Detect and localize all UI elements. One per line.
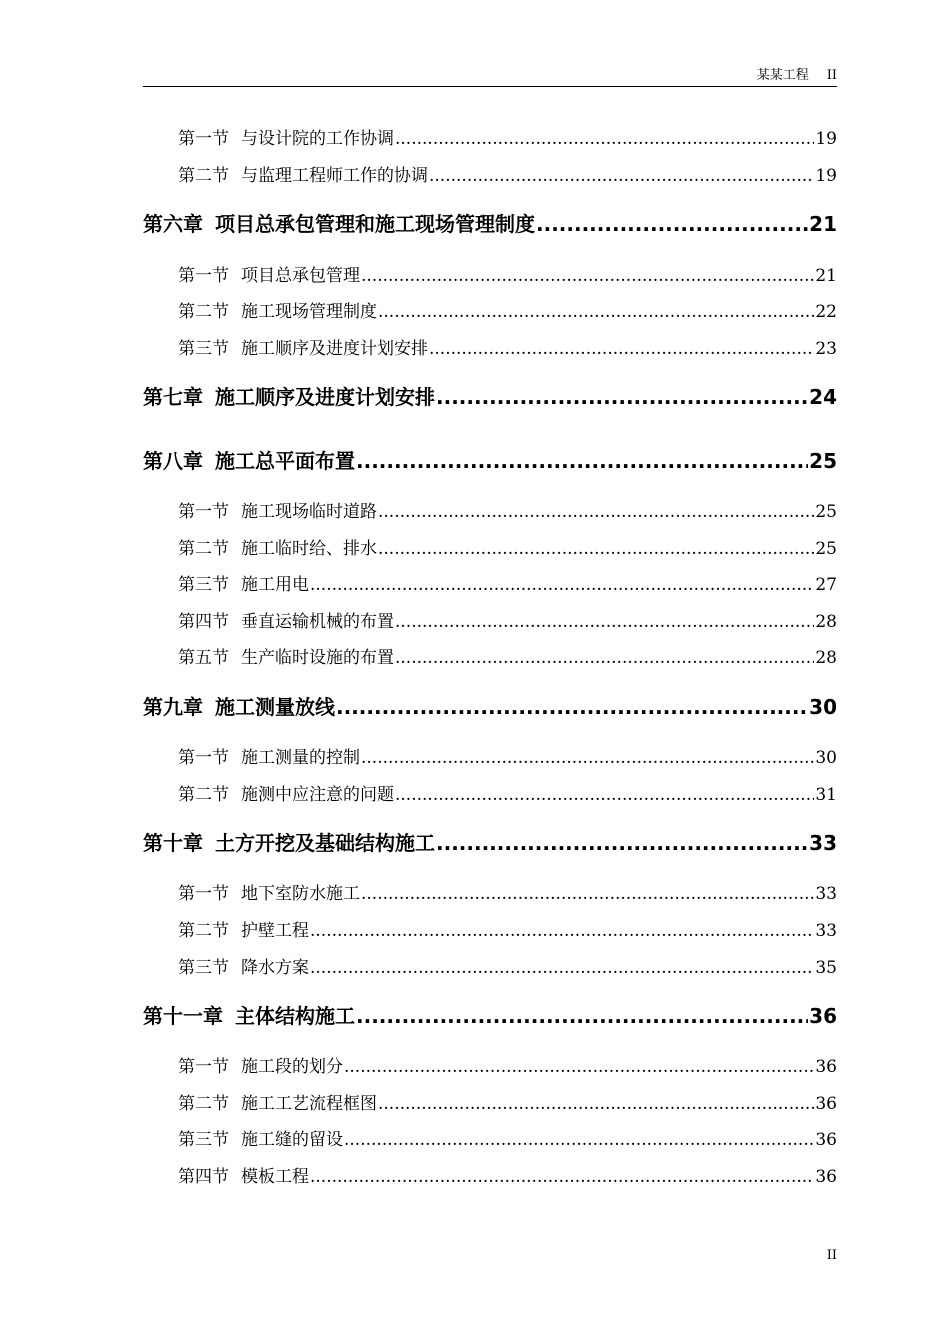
toc-chapter-entry[interactable] bbox=[143, 208, 837, 237]
toc-entry-number: 第一节 bbox=[178, 1057, 229, 1077]
toc-entry-page: 33 bbox=[815, 884, 837, 904]
toc-entry-number: 第一节 bbox=[178, 266, 229, 286]
toc-section-entry[interactable] bbox=[143, 953, 837, 978]
toc-leader-dots bbox=[356, 1004, 808, 1028]
toc-entry-title: 地下室防水施工 bbox=[241, 884, 360, 904]
toc-chapter-entry[interactable] bbox=[143, 445, 837, 474]
toc-entry-title: 施工现场临时道路 bbox=[241, 502, 377, 522]
toc-section-entry[interactable] bbox=[143, 916, 837, 941]
toc-entry-title: 与设计院的工作协调 bbox=[241, 129, 394, 149]
toc-entry-title: 与监理工程师工作的协调 bbox=[241, 166, 428, 186]
toc-entry-title: 施工顺序及进度计划安排 bbox=[215, 385, 435, 409]
toc-entry-page: 36 bbox=[815, 1167, 837, 1187]
toc-entry-page: 24 bbox=[809, 385, 837, 409]
toc-entry-number: 第一节 bbox=[178, 129, 229, 149]
toc-leader-dots bbox=[336, 695, 808, 719]
toc-entry-page: 21 bbox=[815, 266, 837, 286]
toc-entry-label bbox=[178, 334, 428, 359]
toc-leader-dots bbox=[395, 129, 814, 149]
toc-entry-title: 垂直运输机械的布置 bbox=[241, 612, 394, 632]
toc-entry-label bbox=[178, 261, 360, 286]
toc-entry-number: 第三节 bbox=[178, 339, 229, 359]
toc-entry-page: 36 bbox=[815, 1130, 837, 1150]
toc-section-entry[interactable] bbox=[143, 570, 837, 595]
toc-entry-label bbox=[178, 780, 394, 805]
toc-entry-page: 31 bbox=[815, 785, 837, 805]
toc-entry-title: 施工现场管理制度 bbox=[241, 302, 377, 322]
toc-entry-number: 第二节 bbox=[178, 166, 229, 186]
toc-entry-number: 第八章 bbox=[143, 449, 203, 473]
toc-entry-number: 第六章 bbox=[143, 212, 203, 236]
toc-entry-page: 25 bbox=[815, 539, 837, 559]
toc-entry-number: 第十一章 bbox=[143, 1004, 223, 1028]
toc-entry-page: 27 bbox=[815, 575, 837, 595]
toc-entry-page: 25 bbox=[815, 502, 837, 522]
toc-entry-number: 第二节 bbox=[178, 1094, 229, 1114]
toc-leader-dots bbox=[361, 266, 814, 286]
toc-entry-page: 19 bbox=[815, 129, 837, 149]
toc-leader-dots bbox=[436, 831, 808, 855]
toc-section-entry[interactable] bbox=[143, 261, 837, 286]
toc-entry-label bbox=[178, 1089, 377, 1114]
toc-entry-label bbox=[143, 208, 535, 237]
toc-entry-label bbox=[178, 953, 309, 978]
toc-leader-dots bbox=[378, 502, 814, 522]
toc-leader-dots bbox=[378, 302, 814, 322]
toc-entry-title: 施工段的划分 bbox=[241, 1057, 343, 1077]
toc-entry-page: 21 bbox=[809, 212, 837, 236]
toc-entry-label bbox=[143, 691, 335, 720]
toc-leader-dots bbox=[344, 1130, 814, 1150]
toc-entry-number: 第一节 bbox=[178, 748, 229, 768]
toc-entry-page: 28 bbox=[815, 648, 837, 668]
toc-leader-dots bbox=[395, 648, 814, 668]
toc-entry-number: 第三节 bbox=[178, 958, 229, 978]
toc-entry-title: 主体结构施工 bbox=[235, 1004, 355, 1028]
toc-leader-dots bbox=[310, 1167, 814, 1187]
toc-entry-label bbox=[178, 570, 309, 595]
toc-entry-title: 降水方案 bbox=[241, 958, 309, 978]
toc-entry-page: 33 bbox=[809, 831, 837, 855]
toc-leader-dots bbox=[361, 884, 814, 904]
toc-entry-title: 生产临时设施的布置 bbox=[241, 648, 394, 668]
toc-entry-number: 第五节 bbox=[178, 648, 229, 668]
toc-entry-page: 28 bbox=[815, 612, 837, 632]
toc-chapter-entry[interactable] bbox=[143, 691, 837, 720]
toc-section-entry[interactable] bbox=[143, 879, 837, 904]
toc-entry-title: 土方开挖及基础结构施工 bbox=[215, 831, 435, 855]
toc-entry-page: 30 bbox=[809, 695, 837, 719]
toc-entry-title: 施工工艺流程框图 bbox=[241, 1094, 377, 1114]
toc-entry-number: 第一节 bbox=[178, 884, 229, 904]
toc-entry-page: 25 bbox=[809, 449, 837, 473]
toc-section-entry[interactable] bbox=[143, 161, 837, 186]
toc-entry-number: 第二节 bbox=[178, 785, 229, 805]
toc-entry-label bbox=[178, 643, 394, 668]
toc-entry-page: 36 bbox=[815, 1094, 837, 1114]
toc-entry-page: 19 bbox=[815, 166, 837, 186]
toc-entry-label bbox=[178, 743, 360, 768]
toc-section-entry[interactable] bbox=[143, 743, 837, 768]
toc-leader-dots bbox=[310, 921, 814, 941]
toc-leader-dots bbox=[378, 539, 814, 559]
toc-entry-page: 35 bbox=[815, 958, 837, 978]
toc-entry-number: 第二节 bbox=[178, 302, 229, 322]
toc-entry-title: 施工总平面布置 bbox=[215, 449, 355, 473]
toc-entry-number: 第二节 bbox=[178, 921, 229, 941]
toc-leader-dots bbox=[429, 166, 814, 186]
toc-entry-title: 护壁工程 bbox=[241, 921, 309, 941]
toc-entry-title: 施测中应注意的问题 bbox=[241, 785, 394, 805]
toc-section-entry[interactable] bbox=[143, 124, 837, 149]
toc-chapter-entry[interactable] bbox=[143, 827, 837, 856]
toc-section-entry[interactable] bbox=[143, 607, 837, 632]
toc-section-entry[interactable] bbox=[143, 297, 837, 322]
toc-entry-page: 36 bbox=[809, 1004, 837, 1028]
toc-entry-label bbox=[143, 827, 435, 856]
toc-leader-dots bbox=[378, 1094, 814, 1114]
toc-section-entry[interactable] bbox=[143, 780, 837, 805]
toc-entry-label bbox=[178, 534, 377, 559]
toc-entry-title: 施工顺序及进度计划安排 bbox=[241, 339, 428, 359]
header-title: 某某工程 bbox=[756, 68, 809, 83]
toc-entry-number: 第二节 bbox=[178, 539, 229, 559]
toc-entry-number: 第十章 bbox=[143, 831, 203, 855]
toc-entry-number: 第九章 bbox=[143, 695, 203, 719]
toc-entry-page: 23 bbox=[815, 339, 837, 359]
toc-entry-number: 第四节 bbox=[178, 612, 229, 632]
toc-entry-title: 施工测量的控制 bbox=[241, 748, 360, 768]
toc-entry-label bbox=[178, 124, 394, 149]
toc-leader-dots bbox=[395, 785, 814, 805]
toc-section-entry[interactable] bbox=[143, 1162, 837, 1187]
toc-entry-number: 第三节 bbox=[178, 1130, 229, 1150]
toc-entry-label bbox=[178, 1162, 309, 1187]
toc-entry-page: 30 bbox=[815, 748, 837, 768]
toc-leader-dots bbox=[429, 339, 814, 359]
toc-entry-label bbox=[178, 161, 428, 186]
toc-leader-dots bbox=[536, 212, 808, 236]
toc-chapter-entry[interactable] bbox=[143, 1000, 837, 1029]
toc-section-entry[interactable] bbox=[143, 1125, 837, 1150]
toc-leader-dots bbox=[436, 385, 808, 409]
toc-section-entry[interactable] bbox=[143, 1052, 837, 1077]
toc-entry-label bbox=[178, 607, 394, 632]
toc-section-entry[interactable] bbox=[143, 334, 837, 359]
toc-entry-label bbox=[178, 1125, 343, 1150]
toc-entry-label bbox=[178, 297, 377, 322]
toc-leader-dots bbox=[344, 1057, 814, 1077]
toc-section-entry[interactable] bbox=[143, 1089, 837, 1114]
footer-page-number: II bbox=[826, 1248, 837, 1263]
toc-entry-number: 第一节 bbox=[178, 502, 229, 522]
toc-entry-title: 施工测量放线 bbox=[215, 695, 335, 719]
toc-entry-page: 22 bbox=[815, 302, 837, 322]
toc-entry-page: 33 bbox=[815, 921, 837, 941]
toc-entry-number: 第四节 bbox=[178, 1167, 229, 1187]
toc-entry-number: 第三节 bbox=[178, 575, 229, 595]
toc-entry-page: 36 bbox=[815, 1057, 837, 1077]
toc-entry-title: 施工缝的留设 bbox=[241, 1130, 343, 1150]
toc-entry-title: 项目总承包管理 bbox=[241, 266, 360, 286]
toc-entry-title: 项目总承包管理和施工现场管理制度 bbox=[215, 212, 535, 236]
page-header bbox=[143, 66, 837, 87]
toc-leader-dots bbox=[310, 575, 814, 595]
toc-entry-title: 施工临时给、排水 bbox=[241, 539, 377, 559]
toc-section-entry[interactable] bbox=[143, 643, 837, 668]
toc-entry-label bbox=[143, 1000, 355, 1029]
toc-entry-title: 施工用电 bbox=[241, 575, 309, 595]
toc-leader-dots bbox=[356, 449, 808, 473]
toc-entry-label bbox=[178, 879, 360, 904]
toc-entry-label bbox=[178, 1052, 343, 1077]
toc-section-entry[interactable] bbox=[143, 534, 837, 559]
toc-entry-title: 模板工程 bbox=[241, 1167, 309, 1187]
toc-entry-label bbox=[143, 381, 435, 410]
toc-entry-label bbox=[178, 497, 377, 522]
toc-chapter-entry[interactable] bbox=[143, 381, 837, 410]
toc-entry-number: 第七章 bbox=[143, 385, 203, 409]
toc-entry-label bbox=[178, 916, 309, 941]
toc-entry-label bbox=[143, 445, 355, 474]
toc-leader-dots bbox=[395, 612, 814, 632]
header-page-number: II bbox=[826, 68, 837, 83]
toc-leader-dots bbox=[310, 958, 814, 978]
toc-section-entry[interactable] bbox=[143, 497, 837, 522]
toc-leader-dots bbox=[361, 748, 814, 768]
